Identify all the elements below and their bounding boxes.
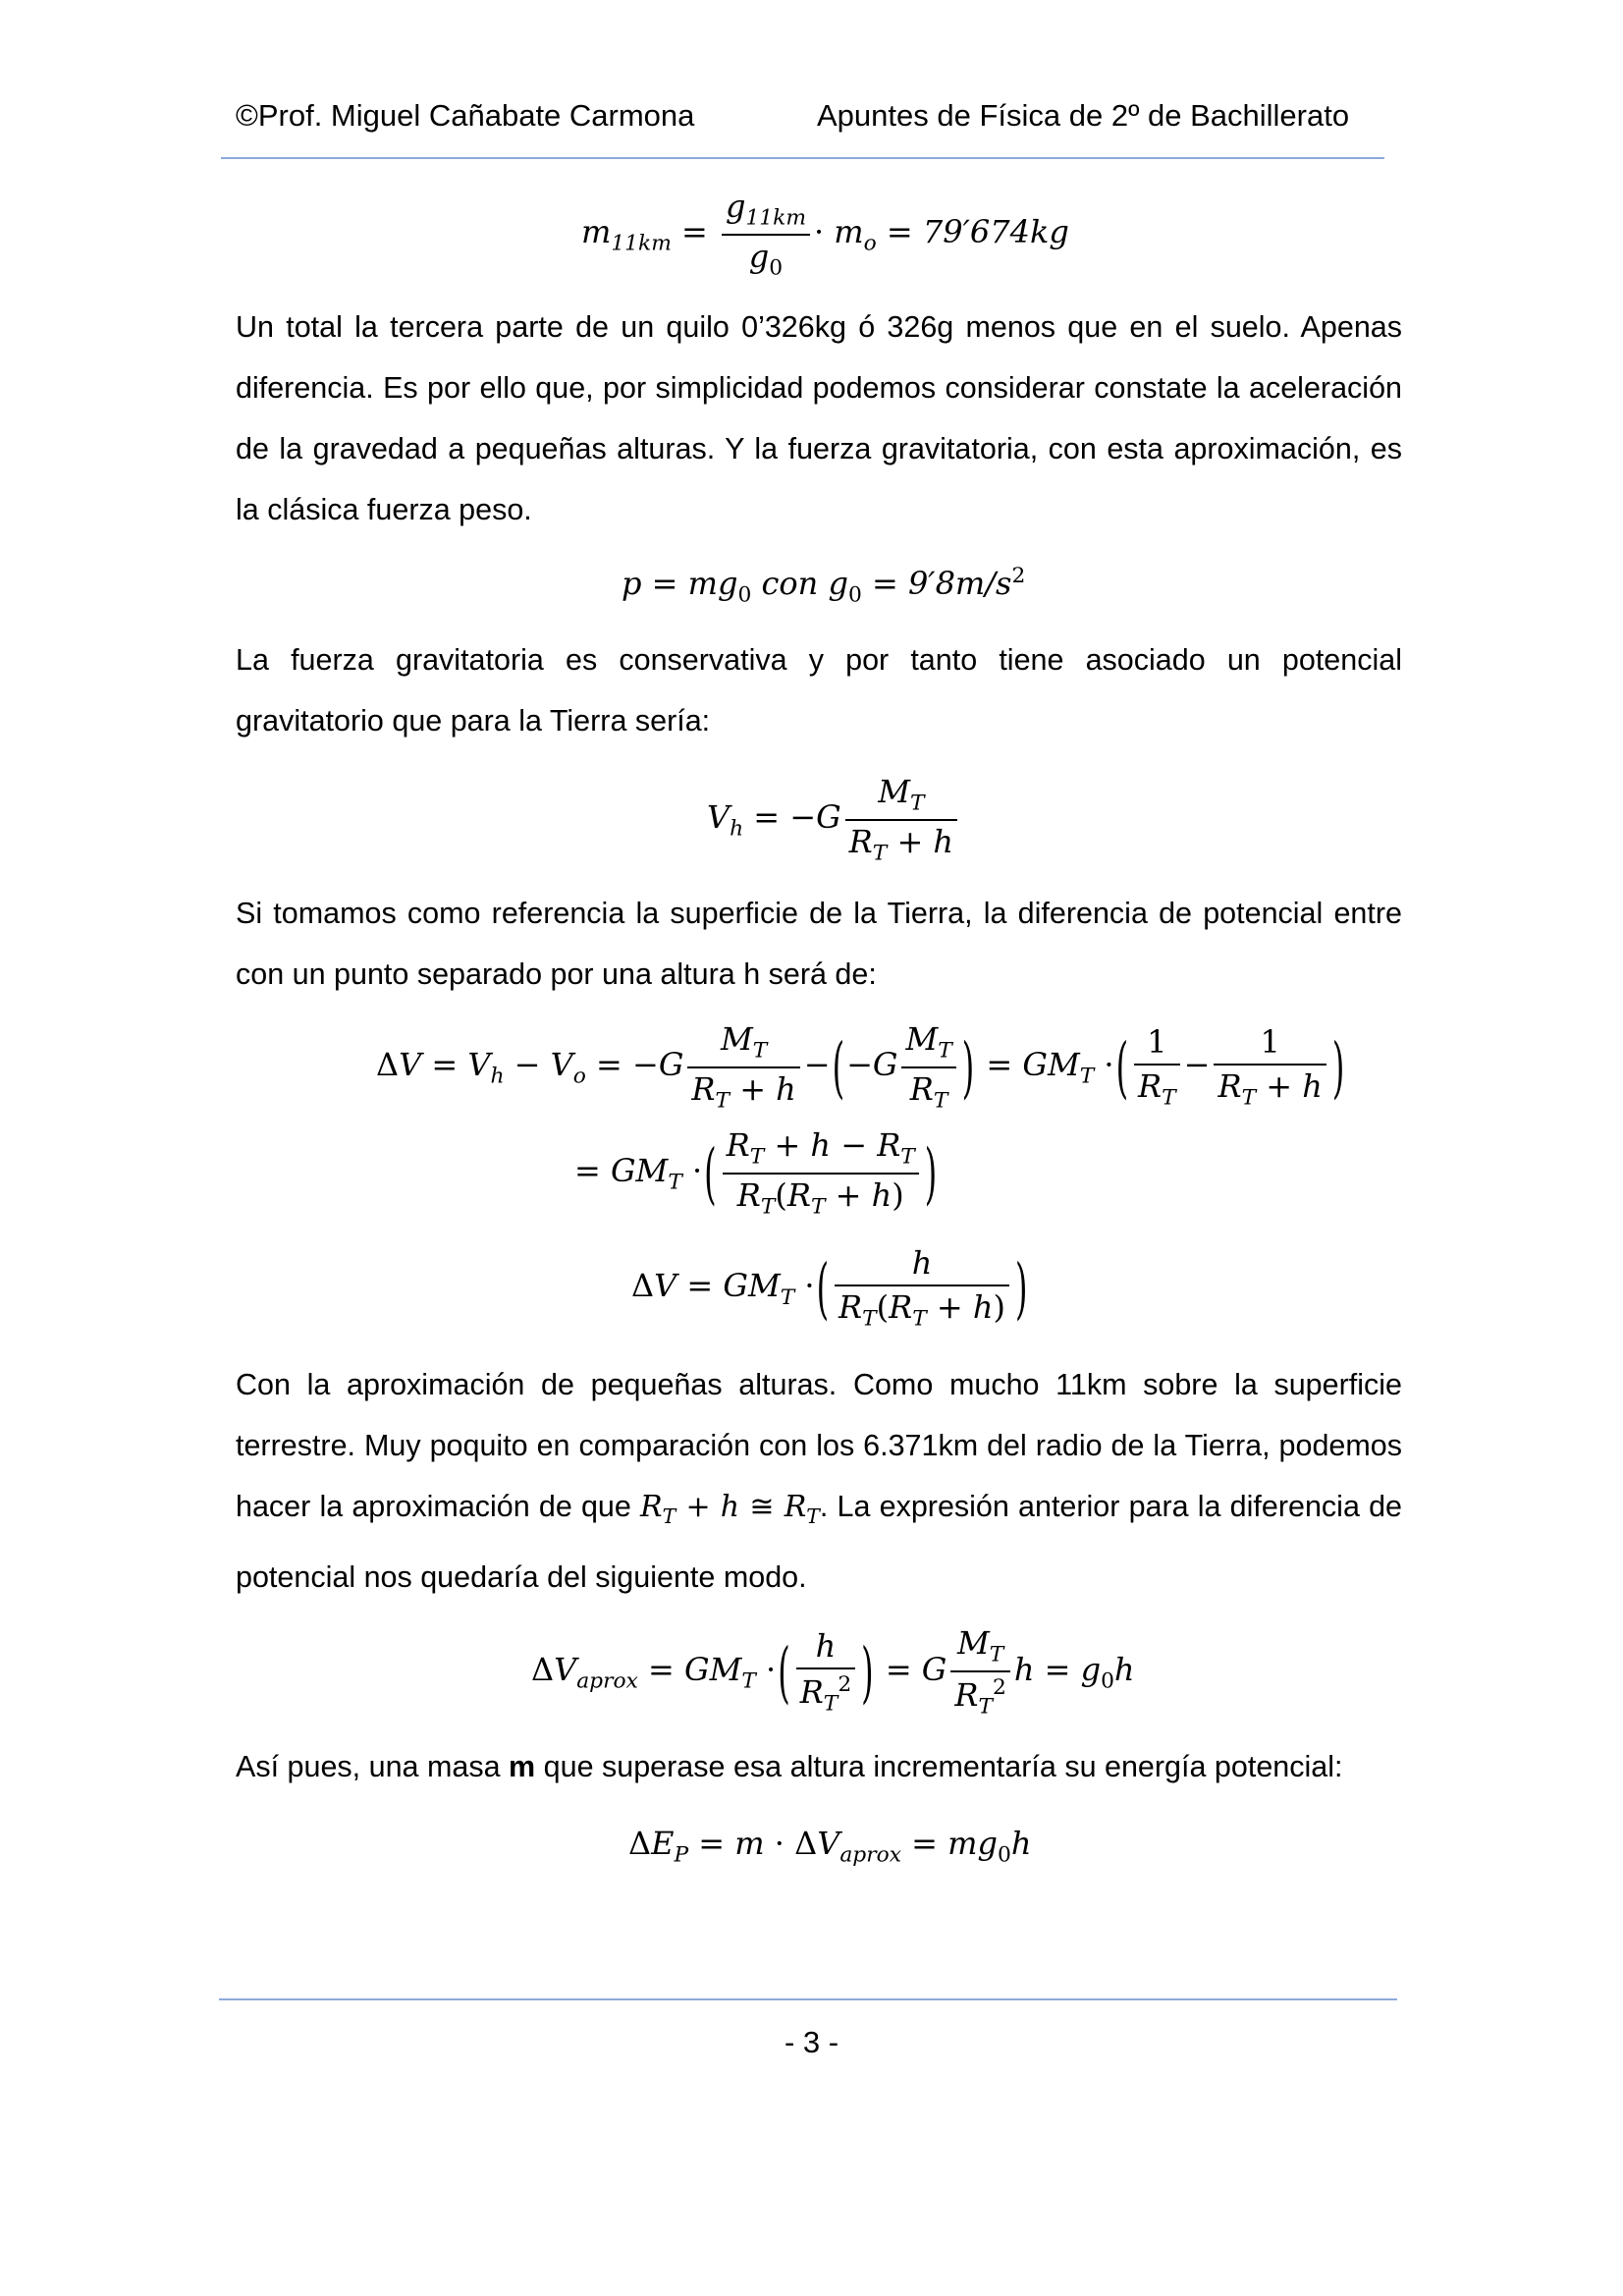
paragraph-potential-difference: Si tomamos como referencia la superficie de la Tierra, la diferencia de potencial entre con un punto separado por una altura h será de: (236, 897, 1402, 991)
paragraph-energy-text-b: que superase esa altura incrementaría su energía potencial: (535, 1750, 1343, 1783)
inline-math-approx: $R_T + h$ ≅ $R_T$ (640, 1490, 820, 1529)
paragraph-energy-text-a: Así pues, una masa (236, 1750, 510, 1783)
equation-mass-11km: $m_{11km}$ = $\frac{g_{11km}}{g_0}$ · $m_o = 79'674kg$ (581, 188, 1069, 281)
equation-delta-v-result: $\Delta V = GM_T$ ·( $\frac{h}{R_T(R_T + h)}$ ) (631, 1244, 1028, 1332)
equation-mass-result: 79′674kg (922, 213, 1069, 251)
footer-divider (219, 1998, 1397, 2000)
equation-delta-v-approx: $\Delta V_{aprox} = GM_T$ ·( $\frac{h}{R_T^2}$ ) = G $\frac{M_T}{R_T^2}$ $h = g_0h$ (531, 1624, 1135, 1720)
equation-weight: $p = mg_0$ con $g_0 = 9'8m/s^2$ (622, 564, 1026, 608)
equation-delta-v-line1: $\Delta V = V_h - V_o = -G$ $\frac{M_T}{R_T + h}$ −(−G $\frac{M_T}{R_T}$ ) = $GM_T$ ·( $\frac{1}{R_T}$ − $\frac{1}{R_T + h}$ ) (376, 1020, 1345, 1114)
equation-potential: $V_h = -G$ $\frac{M_T}{R_T + h}$ (707, 774, 961, 865)
equation-con-word: con (761, 564, 819, 602)
equation-g0-value: 9′8m/s (907, 564, 1012, 602)
equation-delta-v-line2: = $GM_T$ ·( $\frac{R_T + h - R_T}{R_T(R_T + h)}$ ) (574, 1126, 938, 1220)
paragraph-potential: La fuerza gravitatoria es conservativa y por tanto tiene asociado un potencial gravitatorio que para la Tierra sería: (236, 643, 1402, 738)
paragraph-approximation-text-b: . La expresión anterior para la diferencia de potencial nos quedaría del siguiente modo. (236, 1490, 1402, 1595)
paragraph-energy (236, 1736, 1402, 1797)
paragraph-weight: Un total la tercera parte de un quilo 0’326kg ó 326g menos que en el suelo. Apenas diferencia. Es por ello que, por simplicidad podemos considerar constate la aceleración de la gravedad a pequeñas alturas. Y la fuerza gravitatoria, con esta aproximación, es la clásica fuerza peso. (236, 310, 1402, 526)
paragraph-approximation-text-a: Con la aproximación de pequeñas alturas. Como mucho 11km sobre la superficie terrestre. Muy poquito en comparación con los 6.371km del radio de la Tierra, podemos hacer la aproximación de que (236, 1368, 1402, 1523)
equation-potential-energy: $\Delta E_P = m \cdot \Delta V_{aprox} = mg_0h$ (628, 1825, 1032, 1868)
header-author: ©Prof. Miguel Cañabate Carmona (236, 98, 695, 133)
page-number: - 3 - (784, 2025, 839, 2059)
header-divider (221, 157, 1384, 159)
paragraph-approximation (236, 1354, 1402, 1608)
header-course: Apuntes de Física de 2º de Bachillerato (817, 98, 1350, 133)
paragraph-energy-bold-m: m (509, 1750, 536, 1783)
